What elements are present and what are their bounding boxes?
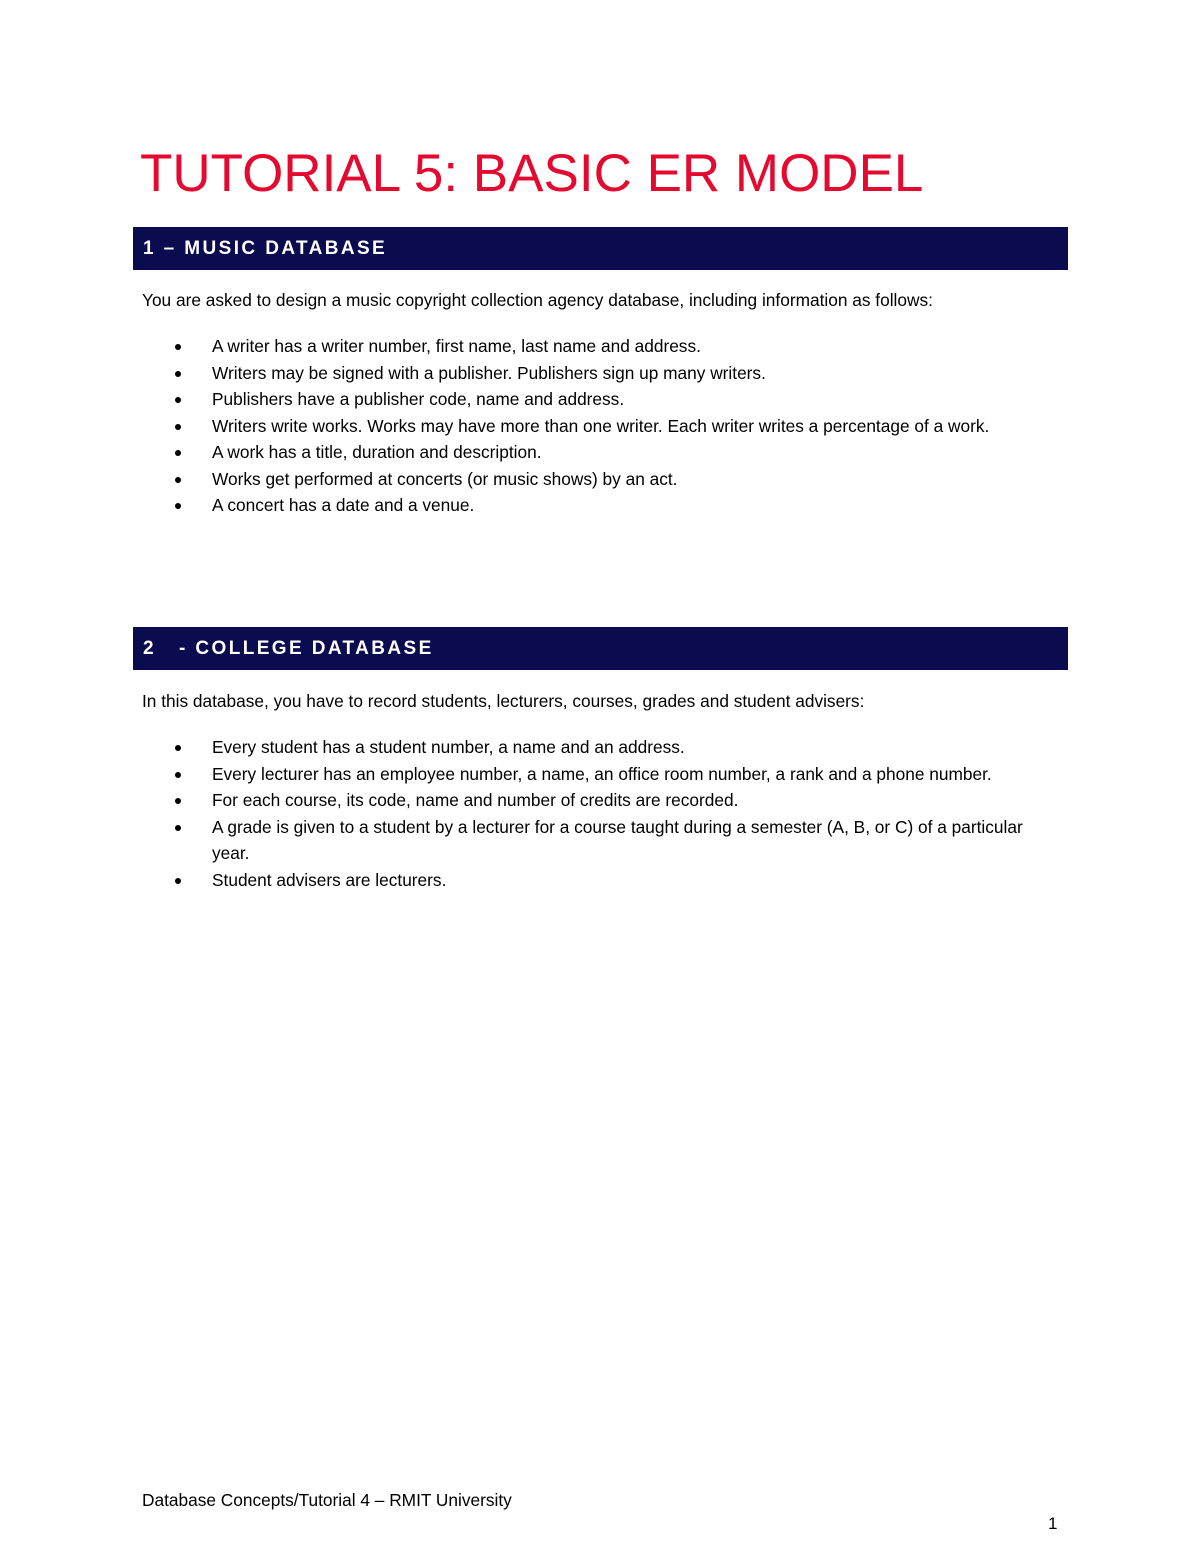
list-item	[142, 333, 1062, 360]
list-item	[142, 734, 1062, 761]
list-item-text: A writer has a writer number, first name, last name and address.	[212, 336, 701, 356]
list-item	[142, 439, 1062, 466]
list-item-text: Writers write works. Works may have more than one writer. Each writer writes a percentage of a work.	[212, 415, 990, 436]
section-heading-college-database: 2 - COLLEGE DATABASE	[133, 627, 1068, 670]
bullet-icon	[175, 477, 181, 483]
list-item	[142, 761, 1062, 788]
list-item-text: Student advisers are lecturers.	[212, 869, 447, 890]
list-item-text: A grade is given to a student by a lecturer for a course taught during a semester (A, B, or C) of a particular year.	[212, 816, 1023, 863]
list-item-text: Works get performed at concerts (or music shows) by an act.	[212, 468, 678, 489]
list-item	[142, 360, 1062, 387]
bullet-icon	[175, 772, 181, 778]
bullet-icon	[175, 371, 181, 377]
list-item-text: Every student has a student number, a name and an address.	[212, 737, 685, 757]
bullet-icon	[175, 745, 181, 751]
bullet-icon	[175, 798, 181, 804]
bullet-icon	[175, 825, 181, 831]
page-number: 1	[1048, 1514, 1058, 1533]
list-item-text: For each course, its code, name and number of credits are recorded.	[212, 790, 739, 810]
bullet-icon	[175, 397, 181, 403]
list-item-text: A work has a title, duration and description.	[212, 442, 542, 462]
bullet-list-music-database	[142, 333, 1062, 519]
list-item-text: Publishers have a publisher code, name and address.	[212, 389, 625, 409]
bullet-icon	[175, 450, 181, 456]
page-title: TUTORIAL 5: BASIC ER MODEL	[140, 144, 924, 203]
list-item-text: Every lecturer has an employee number, a name, an office room number, a rank and a phone number.	[212, 763, 992, 784]
bullet-icon	[175, 424, 181, 430]
bullet-icon	[175, 503, 181, 509]
section-intro-college-database: In this database, you have to record students, lecturers, courses, grades and student advisers:	[142, 691, 865, 711]
list-item	[142, 814, 1062, 867]
list-item-text: A concert has a date and a venue.	[212, 495, 475, 515]
list-item	[142, 492, 1062, 519]
list-item	[142, 787, 1062, 814]
page-footer: Database Concepts/Tutorial 4 – RMIT University	[142, 1490, 512, 1510]
list-item	[142, 466, 1062, 493]
bullet-icon	[175, 878, 181, 884]
section-heading-music-database: 1 – MUSIC DATABASE	[133, 227, 1068, 270]
list-item	[142, 413, 1062, 440]
section-intro-music-database: You are asked to design a music copyright collection agency database, including information as follows:	[142, 290, 933, 310]
list-item-text: Writers may be signed with a publisher. Publishers sign up many writers.	[212, 362, 766, 383]
list-item	[142, 386, 1062, 413]
bullet-icon	[175, 344, 181, 350]
list-item	[142, 867, 1062, 894]
bullet-list-college-database	[142, 734, 1062, 893]
